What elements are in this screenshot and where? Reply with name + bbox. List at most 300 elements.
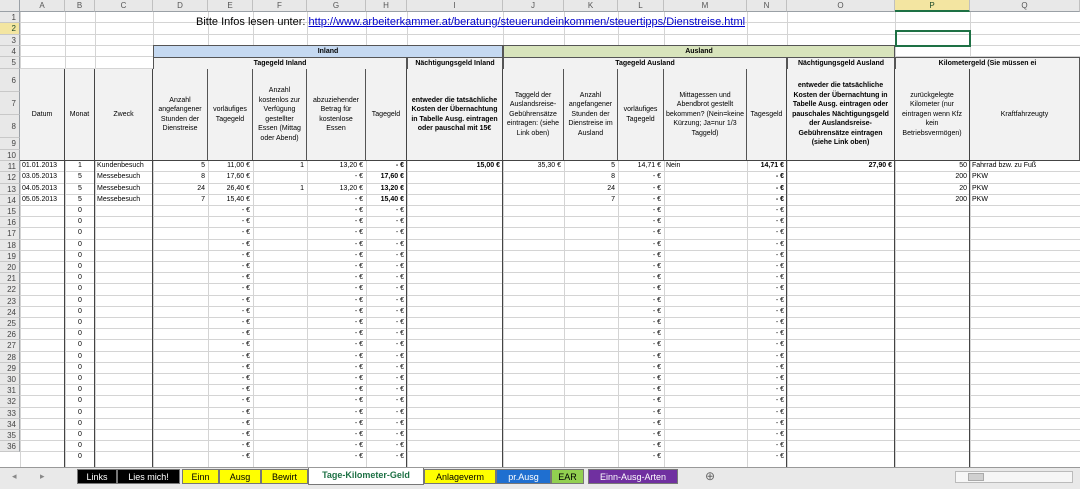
- cell-monat[interactable]: 0: [78, 330, 82, 338]
- row-header-26[interactable]: 26: [0, 329, 20, 340]
- column-header-a[interactable]: A: [20, 0, 65, 12]
- cell-dash[interactable]: - €: [395, 375, 404, 382]
- cell-dash[interactable]: - €: [354, 341, 363, 349]
- row-header-16[interactable]: 16: [0, 217, 20, 228]
- cell-dash[interactable]: - €: [775, 274, 784, 282]
- cell-naecht[interactable]: [407, 184, 503, 195]
- header-kostenlos: Anzahl kostenlos zur Verfügung gestellter Essen (Mittag oder Abend): [253, 69, 307, 161]
- header-bottom-border: [20, 160, 1080, 161]
- cell-std_ausl[interactable]: 8: [611, 173, 615, 181]
- cell-kostenlos[interactable]: [253, 195, 307, 206]
- grid-line: [20, 418, 1080, 419]
- grid-line: [20, 261, 1080, 262]
- cell-vorl[interactable]: 15,40 €: [226, 195, 250, 203]
- cell-fahrzeug[interactable]: Fahrrad bzw. zu Fuß: [972, 162, 1037, 170]
- cell-dash[interactable]: - €: [775, 229, 784, 237]
- column-border: [406, 69, 407, 467]
- grid-line: [20, 384, 1080, 385]
- cell-dash[interactable]: - €: [354, 431, 363, 438]
- cell-datum[interactable]: 03.05.2013: [22, 173, 58, 181]
- cell-abzug[interactable]: - €: [354, 173, 363, 181]
- cell-monat[interactable]: 0: [78, 375, 82, 382]
- cell-dash[interactable]: - €: [775, 431, 784, 438]
- cell-dash[interactable]: - €: [241, 263, 250, 270]
- cell-dash[interactable]: - €: [354, 207, 363, 214]
- cell-dash[interactable]: - €: [652, 330, 661, 338]
- cell-abzug[interactable]: 13,20 €: [339, 184, 363, 192]
- cell-monat[interactable]: 5: [78, 184, 82, 192]
- cell-dash[interactable]: - €: [652, 408, 661, 416]
- cell-dash[interactable]: - €: [775, 352, 784, 360]
- row-header-11[interactable]: 11: [0, 161, 20, 172]
- cell-monat[interactable]: 0: [78, 296, 82, 304]
- row-header-31[interactable]: 31: [0, 385, 20, 396]
- add-sheet-icon[interactable]: ⊕: [705, 469, 716, 483]
- grid-line: [20, 328, 1080, 329]
- cell-dash[interactable]: - €: [354, 419, 363, 427]
- cell-dash[interactable]: - €: [241, 419, 250, 427]
- cell-km[interactable]: 50: [959, 162, 967, 170]
- cell-dash[interactable]: - €: [241, 363, 250, 371]
- cell-tagegeld[interactable]: 17,60 €: [380, 173, 404, 181]
- horizontal-scrollbar[interactable]: [955, 471, 1073, 483]
- cell-dash[interactable]: - €: [354, 263, 363, 270]
- cell-dash[interactable]: - €: [241, 285, 250, 293]
- row-header-33[interactable]: 33: [0, 408, 20, 419]
- cell-dash[interactable]: - €: [354, 352, 363, 360]
- cell-tagesgeld[interactable]: - €: [775, 184, 784, 192]
- cell-dash[interactable]: - €: [241, 386, 250, 394]
- cell-dash[interactable]: - €: [354, 307, 363, 315]
- cell-dash[interactable]: - €: [395, 431, 404, 438]
- cell-monat[interactable]: 0: [78, 386, 82, 394]
- sheet-tab-ausg[interactable]: Ausg: [219, 469, 261, 484]
- cell-dash[interactable]: - €: [652, 442, 661, 450]
- cell-zweck[interactable]: Messebesuch: [97, 173, 141, 181]
- cell-dash[interactable]: - €: [775, 419, 784, 427]
- cell-dash[interactable]: - €: [652, 453, 661, 461]
- cell-dash[interactable]: - €: [354, 375, 363, 382]
- grid-line: [20, 429, 1080, 430]
- cell-dash[interactable]: - €: [652, 375, 661, 382]
- cell-dash[interactable]: - €: [395, 408, 404, 416]
- row-header-5[interactable]: 5: [0, 57, 20, 69]
- row-header-29[interactable]: 29: [0, 363, 20, 374]
- cell-vorl[interactable]: 17,60 €: [226, 173, 250, 181]
- cell-dash[interactable]: - €: [652, 251, 661, 259]
- header-monat: Monat: [65, 69, 95, 161]
- cell-dash[interactable]: - €: [354, 363, 363, 371]
- cell-vorl[interactable]: 11,00 €: [227, 162, 250, 170]
- cell-dash[interactable]: - €: [775, 240, 784, 248]
- cell-naecht[interactable]: [407, 195, 503, 206]
- cell-dash[interactable]: - €: [241, 375, 250, 382]
- scroll-right-icon[interactable]: ▸: [40, 471, 45, 481]
- cell-ausl[interactable]: [503, 172, 564, 183]
- cell-monat[interactable]: 0: [78, 319, 82, 326]
- cell-monat[interactable]: 0: [78, 442, 82, 450]
- cell-monat[interactable]: 0: [78, 274, 82, 282]
- cell-km[interactable]: 20: [959, 184, 967, 192]
- column-header-m[interactable]: M: [664, 0, 747, 12]
- column-header-c[interactable]: C: [95, 0, 153, 12]
- cell-dash[interactable]: - €: [775, 218, 784, 226]
- cell-dash[interactable]: - €: [652, 229, 661, 237]
- cell-dash[interactable]: - €: [652, 296, 661, 304]
- cell-monat[interactable]: 0: [78, 431, 82, 438]
- grid-line: [20, 362, 1080, 363]
- cell-dash[interactable]: - €: [395, 229, 404, 237]
- cell-naecht[interactable]: 15,00 €: [476, 162, 500, 170]
- cell-std_ausl[interactable]: 24: [607, 184, 615, 192]
- cell-dash[interactable]: - €: [395, 207, 404, 214]
- cell-naecht_ausl[interactable]: [787, 184, 895, 195]
- cell-zweck[interactable]: Messebesuch: [97, 195, 141, 203]
- cell-dash[interactable]: - €: [775, 330, 784, 338]
- cell-monat[interactable]: 5: [78, 173, 82, 181]
- row-header-23[interactable]: 23: [0, 296, 20, 307]
- cell-km[interactable]: 200: [955, 195, 967, 203]
- row-header-3[interactable]: 3: [0, 35, 20, 46]
- cell-dash[interactable]: - €: [395, 263, 404, 270]
- cell-dash[interactable]: - €: [354, 408, 363, 416]
- cell-kostenlos[interactable]: 1: [300, 162, 304, 170]
- cell-dash[interactable]: - €: [354, 330, 363, 338]
- column-header-b[interactable]: B: [65, 0, 95, 12]
- row-header-12[interactable]: 12: [0, 172, 20, 183]
- cell-dash[interactable]: - €: [775, 397, 784, 405]
- cell-dash[interactable]: - €: [395, 386, 404, 394]
- cell-dash[interactable]: - €: [241, 207, 250, 214]
- cell-datum[interactable]: 04.05.2013: [22, 184, 58, 192]
- cell-monat[interactable]: 0: [78, 218, 82, 226]
- cell-monat[interactable]: 0: [78, 285, 82, 293]
- row-header-8[interactable]: 8: [0, 115, 20, 138]
- cell-dash[interactable]: - €: [775, 408, 784, 416]
- cell-kostenlos[interactable]: 1: [300, 184, 304, 192]
- cell-monat[interactable]: 0: [78, 251, 82, 259]
- cell-dash[interactable]: - €: [652, 431, 661, 438]
- row-header-13[interactable]: 13: [0, 184, 20, 195]
- cell-dash[interactable]: - €: [241, 307, 250, 315]
- cell-tagegeld[interactable]: - €: [395, 162, 404, 170]
- cell-datum[interactable]: 01.01.2013: [22, 162, 58, 170]
- cell-fahrzeug[interactable]: PKW: [972, 195, 988, 203]
- cell-monat[interactable]: 5: [78, 195, 82, 203]
- scrollbar-thumb[interactable]: [968, 473, 984, 481]
- header-tagegeld: Tagegeld: [366, 69, 407, 161]
- cell-datum[interactable]: 05.05.2013: [22, 195, 58, 203]
- cell-dash[interactable]: - €: [775, 296, 784, 304]
- column-header-p[interactable]: P: [895, 0, 970, 12]
- band-naechtigung-ausland: Nächtigungsgeld Ausland: [787, 57, 895, 69]
- column-header-e[interactable]: E: [208, 0, 253, 12]
- cell-dash[interactable]: - €: [652, 319, 661, 326]
- cell-dash[interactable]: - €: [395, 453, 404, 461]
- cell-mittag[interactable]: Nein: [666, 162, 681, 170]
- cell-dash[interactable]: - €: [241, 251, 250, 259]
- cell-vorl_ausl[interactable]: 14,71 €: [637, 162, 661, 170]
- cell-dash[interactable]: - €: [652, 218, 661, 226]
- column-header-o[interactable]: O: [787, 0, 895, 12]
- cell-zweck[interactable]: Messebesuch: [97, 184, 141, 192]
- cell-monat[interactable]: 0: [78, 207, 82, 214]
- column-header-l[interactable]: L: [618, 0, 664, 12]
- header-fahrzeug: Kraftfahrzeugty: [970, 69, 1080, 161]
- cell-naecht_ausl[interactable]: [787, 172, 895, 183]
- cell-monat[interactable]: 0: [78, 263, 82, 270]
- cell-vorl_ausl[interactable]: - €: [652, 184, 661, 192]
- cell-tagegeld[interactable]: 15,40 €: [380, 195, 404, 203]
- cell-dash[interactable]: - €: [241, 408, 250, 416]
- row-header-17[interactable]: 17: [0, 228, 20, 239]
- cell-dash[interactable]: - €: [395, 319, 404, 326]
- column-header-q[interactable]: Q: [970, 0, 1080, 12]
- cell-monat[interactable]: 1: [78, 162, 82, 170]
- cell-dash[interactable]: - €: [775, 263, 784, 270]
- cell-dash[interactable]: - €: [241, 431, 250, 438]
- cell-dash[interactable]: - €: [775, 307, 784, 315]
- cell-dash[interactable]: - €: [775, 375, 784, 382]
- cell-dash[interactable]: - €: [395, 240, 404, 248]
- cell-tagesgeld[interactable]: 14,71 €: [760, 162, 784, 170]
- cell-monat[interactable]: 0: [78, 240, 82, 248]
- scroll-left-icon[interactable]: ◂: [12, 471, 17, 481]
- cell-dash[interactable]: - €: [395, 296, 404, 304]
- row-header-28[interactable]: 28: [0, 352, 20, 363]
- cell-dash[interactable]: - €: [652, 397, 661, 405]
- cell-dash[interactable]: - €: [395, 419, 404, 427]
- cell-km[interactable]: 200: [955, 173, 967, 181]
- sheet-tab-ear[interactable]: EAR: [551, 469, 584, 484]
- cell-monat[interactable]: 0: [78, 341, 82, 349]
- cell-stunden[interactable]: 7: [201, 195, 205, 203]
- cell-dash[interactable]: - €: [354, 229, 363, 237]
- cell-dash[interactable]: - €: [775, 386, 784, 394]
- cell-dash[interactable]: - €: [395, 218, 404, 226]
- cell-dash[interactable]: - €: [241, 341, 250, 349]
- cell-std_ausl[interactable]: 5: [611, 162, 615, 170]
- select-all-corner[interactable]: [0, 0, 20, 12]
- row-header-18[interactable]: 18: [0, 240, 20, 251]
- cell-dash[interactable]: - €: [354, 319, 363, 326]
- cell-naecht_ausl[interactable]: [787, 195, 895, 206]
- cell-dash[interactable]: - €: [395, 341, 404, 349]
- row-header-1[interactable]: 1: [0, 12, 20, 23]
- cell-dash[interactable]: - €: [241, 453, 250, 461]
- column-header-h[interactable]: H: [366, 0, 407, 12]
- cell-dash[interactable]: - €: [652, 274, 661, 282]
- row-header-24[interactable]: 24: [0, 307, 20, 318]
- row-header-36[interactable]: 36: [0, 441, 20, 452]
- cell-abzug[interactable]: - €: [354, 195, 363, 203]
- cell-dash[interactable]: - €: [652, 263, 661, 270]
- sheet-tab-einn[interactable]: Einn: [182, 469, 219, 484]
- cell-dash[interactable]: - €: [652, 352, 661, 360]
- cell-std_ausl[interactable]: 7: [611, 195, 615, 203]
- cell-naecht[interactable]: [407, 172, 503, 183]
- cell-vorl_ausl[interactable]: - €: [652, 195, 661, 203]
- row-header-15[interactable]: 15: [0, 206, 20, 217]
- band-tagegeld-inland: Tagegeld Inland: [153, 57, 407, 69]
- cell-tagesgeld[interactable]: - €: [775, 195, 784, 203]
- cell-abzug[interactable]: 13,20 €: [339, 162, 363, 170]
- cell-kostenlos[interactable]: [253, 172, 307, 183]
- cell-mittag[interactable]: [664, 195, 747, 206]
- cell-dash[interactable]: - €: [395, 307, 404, 315]
- cell-dash[interactable]: - €: [652, 363, 661, 371]
- cell-tagegeld[interactable]: 13,20 €: [380, 184, 404, 192]
- cell-dash[interactable]: - €: [354, 218, 363, 226]
- cell-dash[interactable]: - €: [241, 229, 250, 237]
- sheet-tab-bewirt[interactable]: Bewirt: [261, 469, 308, 484]
- cell-ausl[interactable]: [503, 184, 564, 195]
- cell-fahrzeug[interactable]: PKW: [972, 184, 988, 192]
- cell-dash[interactable]: - €: [652, 386, 661, 394]
- row-header-25[interactable]: 25: [0, 318, 20, 329]
- sheet-tab-einn-ausg-arten[interactable]: Einn-Ausg-Arten: [588, 469, 678, 484]
- info-link[interactable]: http://www.arbeiterkammer.at/beratung/steuerundeinkommen/steuertipps/Dienstreise.html: [308, 16, 746, 28]
- column-header-j[interactable]: J: [503, 0, 564, 12]
- cell-dash[interactable]: - €: [241, 330, 250, 338]
- header-vorl-tagegeld-ausland: vorläufiges Tagegeld: [618, 69, 664, 161]
- cell-vorl[interactable]: 26,40 €: [226, 184, 250, 192]
- grid-line: [20, 250, 1080, 251]
- row-header-20[interactable]: 20: [0, 262, 20, 273]
- cell-stunden[interactable]: 24: [197, 184, 205, 192]
- cell-monat[interactable]: 0: [78, 307, 82, 315]
- cell-monat[interactable]: 0: [78, 453, 82, 461]
- cell-dash[interactable]: - €: [354, 274, 363, 282]
- row-header-4[interactable]: 4: [0, 46, 20, 57]
- cell-dash[interactable]: - €: [652, 207, 661, 214]
- row-header-14[interactable]: 14: [0, 195, 20, 206]
- cell-mittag[interactable]: [664, 172, 747, 183]
- grid-line: [20, 339, 1080, 340]
- column-border: [64, 69, 65, 467]
- cell-dash[interactable]: - €: [354, 240, 363, 248]
- cell-dash[interactable]: - €: [395, 330, 404, 338]
- row-header-27[interactable]: 27: [0, 340, 20, 351]
- row-header-2[interactable]: 2: [0, 23, 20, 35]
- cell-dash[interactable]: - €: [241, 319, 250, 326]
- cell-dash[interactable]: - €: [241, 296, 250, 304]
- cell-dash[interactable]: - €: [395, 285, 404, 293]
- cell-stunden[interactable]: 5: [201, 162, 205, 170]
- row-header-22[interactable]: 22: [0, 284, 20, 295]
- cell-dash[interactable]: - €: [395, 363, 404, 371]
- cell-dash[interactable]: - €: [652, 341, 661, 349]
- cell-dash[interactable]: - €: [395, 352, 404, 360]
- column-header-f[interactable]: F: [253, 0, 307, 12]
- row-header-7[interactable]: 7: [0, 92, 20, 115]
- cell-dash[interactable]: - €: [652, 307, 661, 315]
- cell-dash[interactable]: - €: [354, 442, 363, 450]
- cell-monat[interactable]: 0: [78, 408, 82, 416]
- row-header-30[interactable]: 30: [0, 374, 20, 385]
- cell-dash[interactable]: - €: [775, 341, 784, 349]
- row-header-32[interactable]: 32: [0, 396, 20, 407]
- cell-dash[interactable]: - €: [775, 453, 784, 461]
- sheet-tab-pr-ausg[interactable]: pr.Ausg: [496, 469, 551, 484]
- cell-vorl_ausl[interactable]: - €: [652, 173, 661, 181]
- cell-dash[interactable]: - €: [652, 285, 661, 293]
- cell-naecht_ausl[interactable]: 27,90 €: [868, 162, 892, 170]
- cell-ausl[interactable]: 35,30 €: [537, 162, 561, 170]
- cell-dash[interactable]: - €: [241, 274, 250, 282]
- sheet-tab-tage-kilometer-geld[interactable]: Tage-Kilometer-Geld: [308, 468, 424, 485]
- cell-monat[interactable]: 0: [78, 419, 82, 427]
- cell-dash[interactable]: - €: [395, 251, 404, 259]
- cell-ausl[interactable]: [503, 195, 564, 206]
- cell-stunden[interactable]: 8: [201, 173, 205, 181]
- cell-dash[interactable]: - €: [395, 274, 404, 282]
- cell-fahrzeug[interactable]: PKW: [972, 173, 988, 181]
- header-tagesgeld: Tagesgeld: [747, 69, 787, 161]
- cell-monat[interactable]: 0: [78, 229, 82, 237]
- grid-line: [20, 407, 1080, 408]
- row-header-6[interactable]: 6: [0, 69, 20, 92]
- cell-monat[interactable]: 0: [78, 397, 82, 405]
- column-header-n[interactable]: N: [747, 0, 787, 12]
- cell-dash[interactable]: - €: [775, 207, 784, 214]
- cell-dash[interactable]: - €: [775, 363, 784, 371]
- cell-dash[interactable]: - €: [241, 218, 250, 226]
- cell-dash[interactable]: - €: [354, 386, 363, 394]
- cell-dash[interactable]: - €: [354, 285, 363, 293]
- row-header-34[interactable]: 34: [0, 419, 20, 430]
- sheet-tab-anlageverm[interactable]: Anlageverm: [424, 469, 496, 484]
- band-inland: Inland: [153, 45, 503, 57]
- sheet-tab-links[interactable]: Links: [77, 469, 117, 484]
- cell-dash[interactable]: - €: [241, 397, 250, 405]
- column-header-i[interactable]: I: [407, 0, 503, 12]
- row-header-9[interactable]: 9: [0, 138, 20, 150]
- cell-monat[interactable]: 0: [78, 352, 82, 360]
- header-km: zurückgelegte Kilometer (nur eintragen wenn Kfz kein Betriebsvermögen): [895, 69, 970, 161]
- cell-dash[interactable]: - €: [775, 442, 784, 450]
- row-header-35[interactable]: 35: [0, 430, 20, 441]
- column-border: [152, 69, 153, 467]
- cell-dash[interactable]: - €: [354, 453, 363, 461]
- cell-mittag[interactable]: [664, 184, 747, 195]
- cell-dash[interactable]: - €: [354, 251, 363, 259]
- cell-dash[interactable]: - €: [241, 240, 250, 248]
- row-header-10[interactable]: 10: [0, 150, 20, 161]
- cell-dash[interactable]: - €: [241, 352, 250, 360]
- cell-tagesgeld[interactable]: - €: [775, 173, 784, 181]
- cell-dash[interactable]: - €: [775, 251, 784, 259]
- cell-dash[interactable]: - €: [395, 397, 404, 405]
- row-header-19[interactable]: 19: [0, 251, 20, 262]
- column-header-k[interactable]: K: [564, 0, 618, 12]
- row-header-21[interactable]: 21: [0, 273, 20, 284]
- cell-dash[interactable]: - €: [354, 397, 363, 405]
- cell-zweck[interactable]: Kundenbesuch: [97, 162, 144, 170]
- sheet-tab-lies-mich[interactable]: Lies mich!: [117, 469, 180, 484]
- column-border: [969, 69, 970, 467]
- cell-monat[interactable]: 0: [78, 363, 82, 371]
- column-header-g[interactable]: G: [307, 0, 366, 12]
- cell-dash[interactable]: - €: [241, 442, 250, 450]
- cell-dash[interactable]: - €: [395, 442, 404, 450]
- column-header-d[interactable]: D: [153, 0, 208, 12]
- cell-dash[interactable]: - €: [775, 319, 784, 326]
- cell-dash[interactable]: - €: [652, 240, 661, 248]
- cell-dash[interactable]: - €: [354, 296, 363, 304]
- cell-dash[interactable]: - €: [775, 285, 784, 293]
- cell-dash[interactable]: - €: [652, 419, 661, 427]
